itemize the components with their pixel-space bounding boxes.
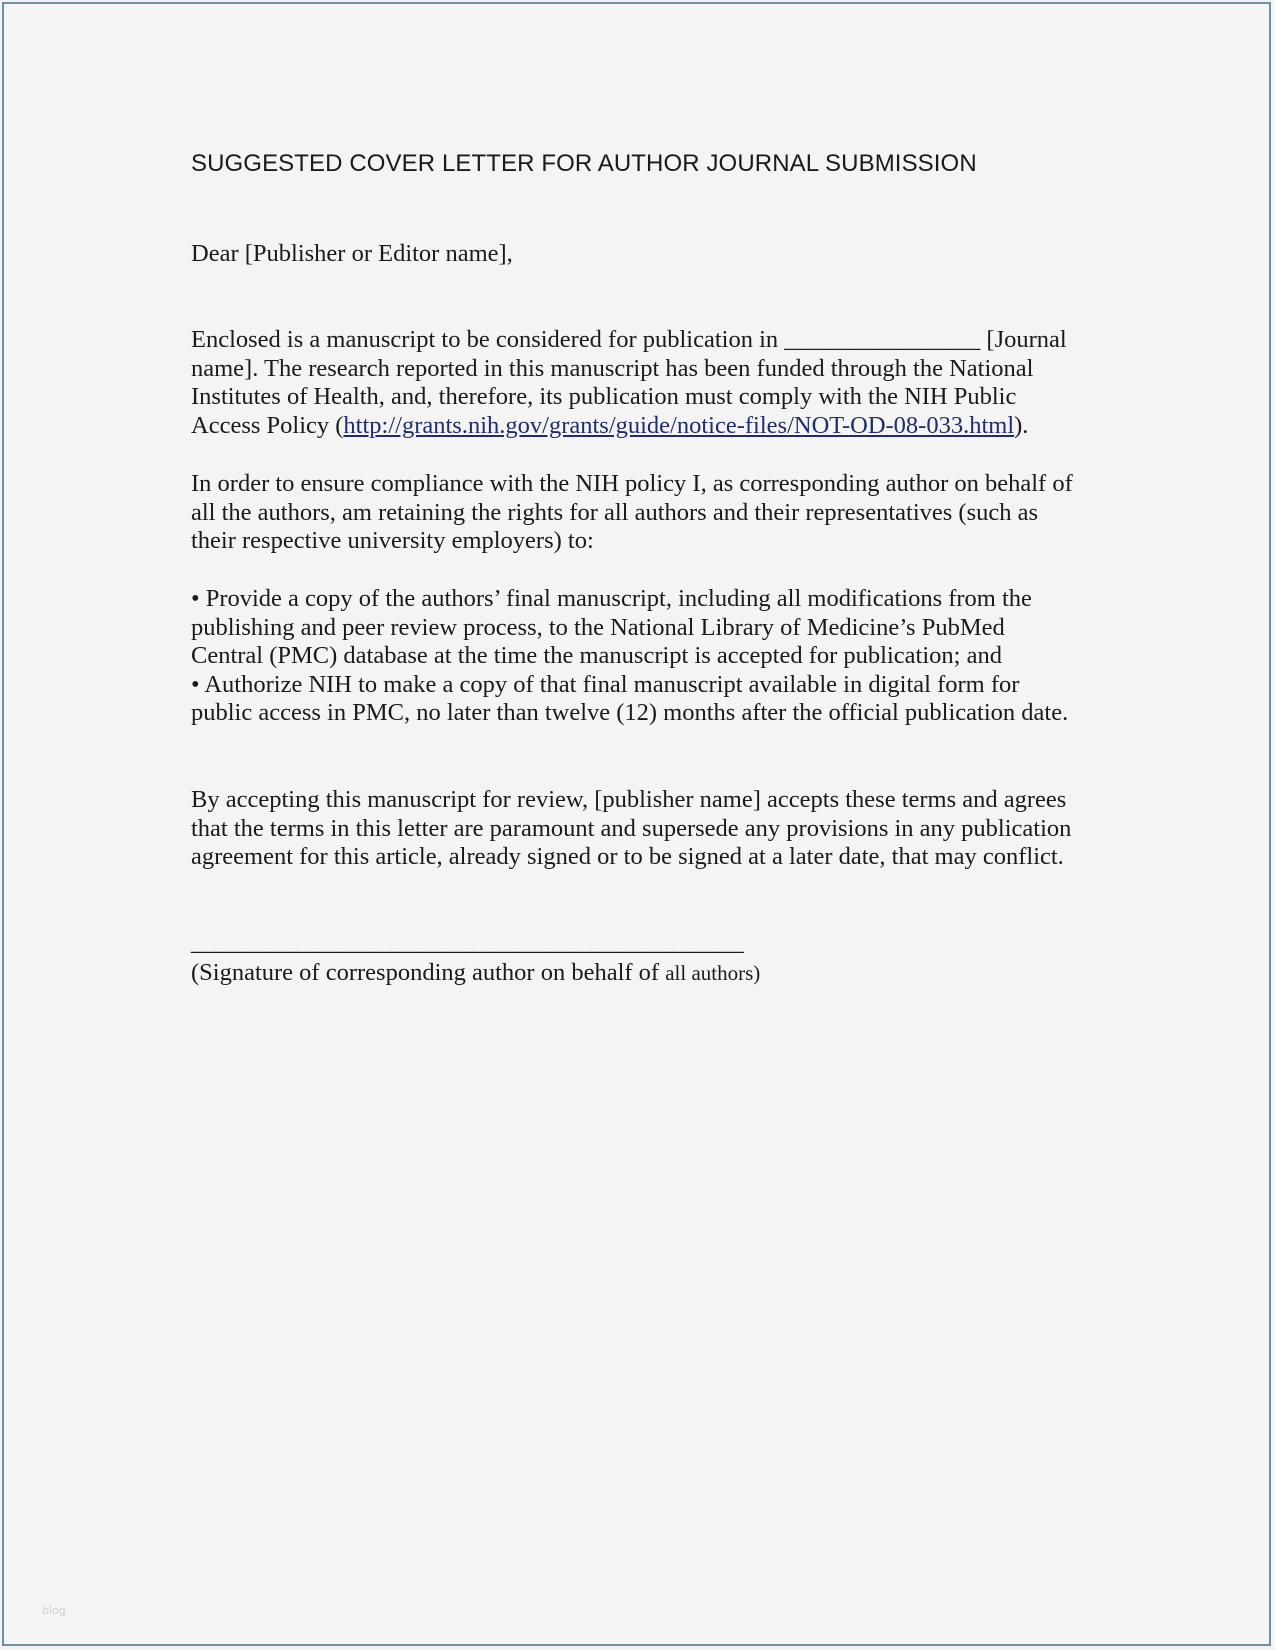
line-prefix: Access Policy ( — [191, 411, 344, 439]
document-page — [2, 2, 1271, 1646]
bullet-provide-line: Central (PMC) database at the time the manuscript is accepted for publication; and — [191, 642, 1002, 669]
paragraph-line: that the terms in this letter are paramount and supersede any provisions in any publication — [191, 814, 1072, 842]
paragraph-line: Enclosed is a manuscript to be considered for publication in ________________ [Journal — [191, 326, 1067, 353]
signature-caption-small: all authors) — [665, 961, 761, 985]
paragraph-line: In order to ensure compliance with the NIH policy I, as corresponding author on behalf of — [191, 470, 1073, 497]
salutation: Dear [Publisher or Editor name], — [191, 240, 513, 267]
bullet-authorize-line: public access in PMC, no later than twelve (12) months after the official publication date. — [191, 699, 1069, 726]
paragraph-compliance — [191, 470, 1111, 556]
paragraph-line — [191, 412, 1111, 441]
bullet-authorize-line: • Authorize NIH to make a copy of that final manuscript available in digital form for — [191, 670, 1020, 698]
bullet-provide-line: publishing and peer review process, to the National Library of Medicine’s PubMed — [191, 613, 1005, 641]
signature-line: _______________________________________________ — [191, 929, 744, 956]
paragraph-line: agreement for this article, already signed or to be signed at a later date, that may conflict. — [191, 843, 1064, 870]
document-title: SUGGESTED COVER LETTER FOR AUTHOR JOURNAL SUBMISSION — [191, 150, 977, 177]
watermark-text: blog — [42, 1604, 66, 1617]
paragraph-enclosed — [191, 326, 1111, 440]
paragraph-line: Institutes of Health, and, therefore, its publication must comply with the NIH Public — [191, 383, 1017, 410]
signature-caption-main: (Signature of corresponding author on behalf of — [191, 959, 666, 986]
nih-policy-link[interactable]: http://grants.nih.gov/grants/guide/notice-files/NOT-OD-08-033.html — [343, 411, 1015, 439]
bullet-provide-line: • Provide a copy of the authors’ final manuscript, including all modifications from the — [191, 585, 1032, 612]
paragraph-accepting — [191, 786, 1111, 872]
signature-caption — [191, 959, 1111, 988]
paragraph-line: all the authors, am retaining the rights for all authors and their representatives (such as — [191, 498, 1039, 526]
paragraph-line: By accepting this manuscript for review, [publisher name] accepts these terms and agrees — [191, 786, 1067, 813]
line-suffix: ). — [1014, 411, 1029, 439]
paragraph-line: their respective university employers) to: — [191, 527, 594, 554]
bullet-list — [191, 585, 1111, 728]
paragraph-line: name]. The research reported in this manuscript has been funded through the National — [191, 354, 1034, 382]
